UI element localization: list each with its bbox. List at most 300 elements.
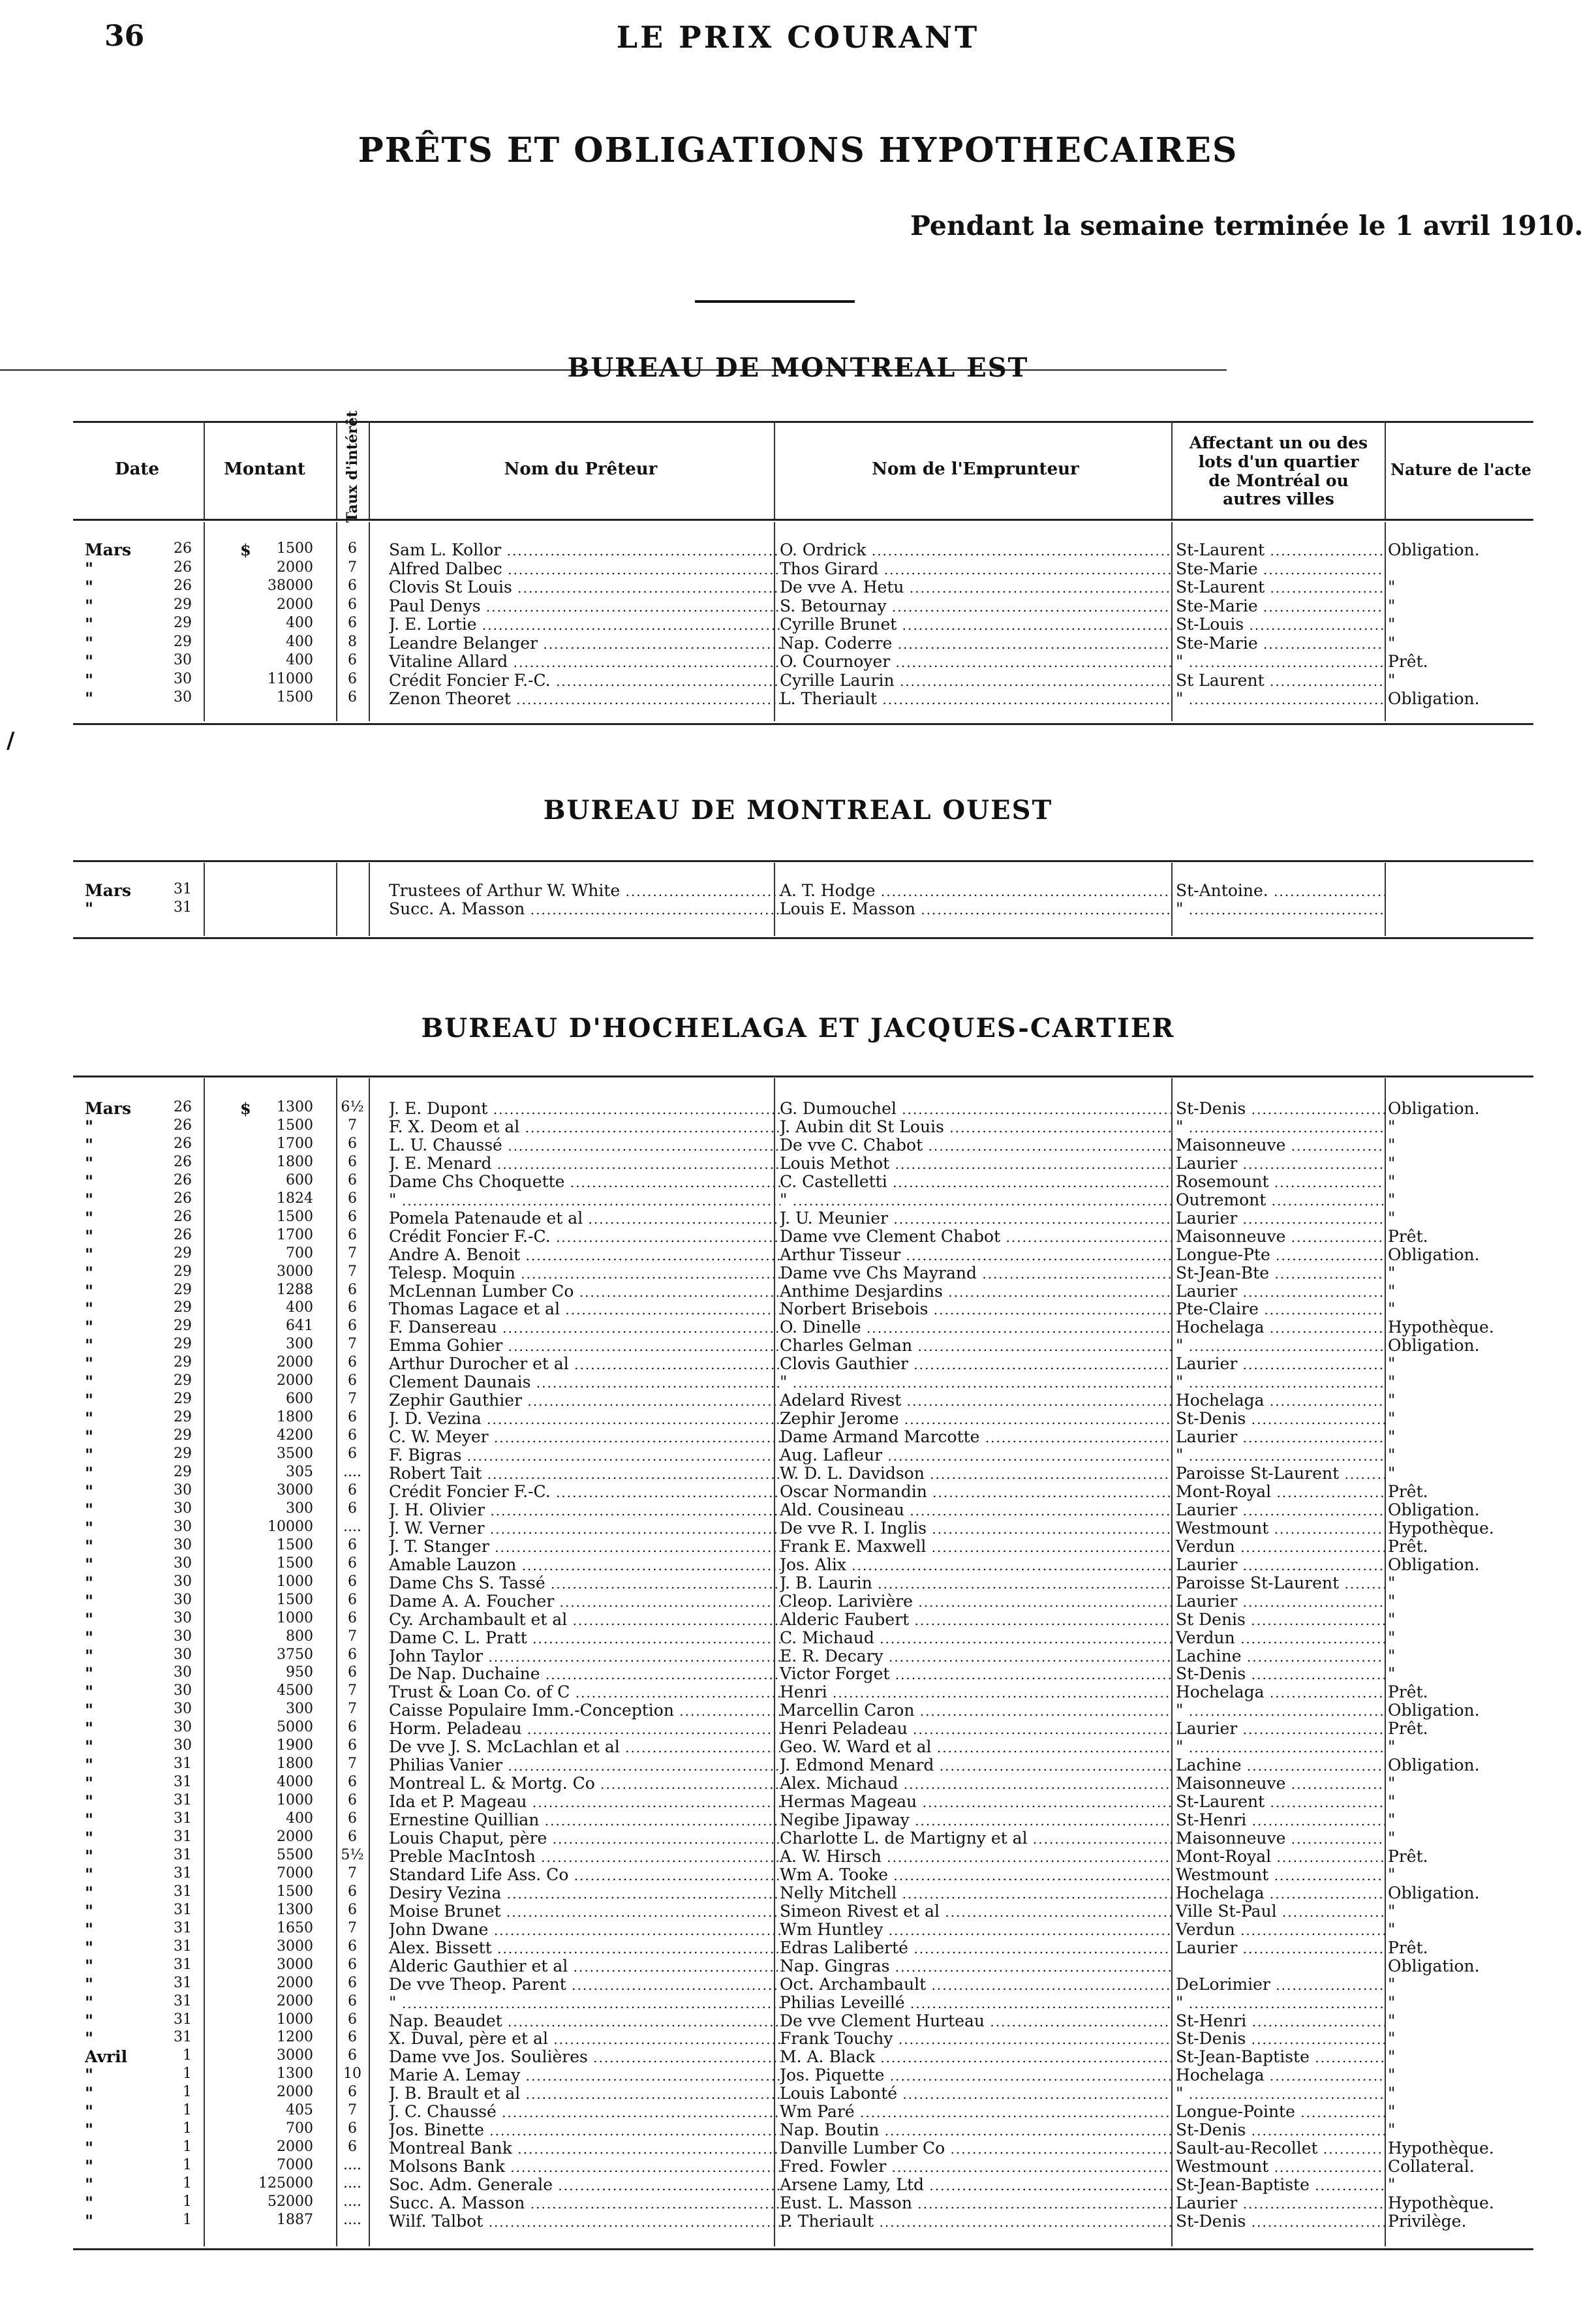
- borrower-name: Zephir Jerome .....: [780, 1409, 1171, 1428]
- lot-location: " .....: [1176, 1446, 1385, 1464]
- borrower-name: Jos. Piquette .....: [780, 2066, 1171, 2084]
- loan-amount: 2000: [277, 596, 313, 613]
- column-divider: [369, 1078, 370, 2246]
- loan-amount: 3500: [277, 1446, 313, 1463]
- lot-location: Hochelaga .....: [1176, 1682, 1385, 1701]
- lot-location: " .....: [1176, 1993, 1385, 2012]
- lender-name: Desiry Vezina .....: [389, 1883, 780, 1902]
- lender-name: " .....: [389, 1190, 780, 1209]
- deed-nature: ": [1388, 2175, 1396, 2195]
- date-day: 26: [174, 1208, 192, 1225]
- deed-nature: ": [1388, 1372, 1396, 1392]
- borrower-name: Clovis Gauthier .....: [780, 1354, 1171, 1373]
- date-month: ": [85, 1135, 94, 1154]
- lender-name: Succ. A. Masson .....: [389, 899, 780, 918]
- interest-rate: 6: [348, 1446, 357, 1463]
- deed-nature: ": [1388, 1464, 1396, 1483]
- loan-amount: 11000: [268, 670, 313, 687]
- table-row: [0, 1318, 1596, 1336]
- week-ending-subtitle: Pendant la semaine terminée le 1 avril 1910.: [910, 210, 1584, 241]
- borrower-name: Dame vve Chs Mayrand .....: [780, 1263, 1171, 1282]
- loan-amount: 3000: [277, 2047, 313, 2064]
- date-month: ": [85, 1992, 94, 2012]
- date-month: ": [85, 2157, 94, 2176]
- date-month: ": [85, 633, 94, 653]
- loan-amount: 2000: [277, 2084, 313, 2101]
- date-month: ": [85, 578, 94, 596]
- date-day: 26: [174, 540, 192, 557]
- interest-rate: 6: [348, 1646, 357, 1663]
- interest-rate: 7: [348, 1391, 357, 1408]
- deed-nature: ": [1388, 2084, 1396, 2103]
- table-row: [0, 2066, 1596, 2084]
- lot-location: Paroisse St-Laurent .....: [1176, 1573, 1385, 1592]
- lot-location: Longue-Pointe .....: [1176, 2102, 1385, 2121]
- date-month: ": [85, 1756, 94, 1775]
- date-day: 1: [183, 2157, 192, 2174]
- interest-rate: 6: [348, 1208, 357, 1225]
- deed-nature: Prêt.: [1388, 1719, 1428, 1739]
- lender-name: McLennan Lumber Co .....: [389, 1282, 780, 1301]
- date-month: ": [85, 1263, 94, 1282]
- borrower-name: Charles Gelman .....: [780, 1336, 1171, 1355]
- deed-nature: ": [1388, 1135, 1396, 1154]
- lender-name: De vve J. S. McLachlan et al .....: [389, 1737, 780, 1756]
- lender-name: Wilf. Talbot .....: [389, 2212, 780, 2231]
- deed-nature: ": [1388, 1299, 1396, 1319]
- loan-amount: 1500: [277, 689, 313, 705]
- date-day: 26: [174, 1226, 192, 1243]
- deed-nature: ": [1388, 2066, 1396, 2085]
- borrower-name: Dame Armand Marcotte .....: [780, 1427, 1171, 1446]
- date-month: ": [85, 1245, 94, 1264]
- date-month: ": [85, 1628, 94, 1647]
- section-end-rule: [73, 2248, 1533, 2250]
- borrower-name: " .....: [780, 1190, 1171, 1209]
- date-day: 29: [174, 615, 192, 631]
- running-title: LE PRIX COURANT: [616, 20, 980, 55]
- table-row: [0, 652, 1596, 671]
- deed-nature: Prêt.: [1388, 1226, 1428, 1246]
- borrower-name: Fred. Fowler .....: [780, 2157, 1171, 2176]
- interest-rate: 6: [348, 1938, 357, 1955]
- lot-location: Westmount .....: [1176, 1865, 1385, 1884]
- date-month: ": [85, 1591, 94, 1611]
- lender-name: Alfred Dalbec .....: [389, 559, 780, 578]
- date-month: ": [85, 1500, 94, 1519]
- borrower-name: O. Cournoyer .....: [780, 652, 1171, 671]
- table-row: [0, 1810, 1596, 1829]
- lot-location: St-Antoine. .....: [1176, 881, 1385, 900]
- lot-location: St-Denis .....: [1176, 2212, 1385, 2231]
- borrower-name: Dame vve Clement Chabot .....: [780, 1227, 1171, 1246]
- date-month: ": [85, 1354, 94, 1374]
- borrower-name: Alderic Faubert .....: [780, 1610, 1171, 1629]
- lender-name: " .....: [389, 1993, 780, 2012]
- date-month: ": [85, 596, 94, 615]
- table-row: [0, 1792, 1596, 1810]
- borrower-name: J. Aubin dit St Louis .....: [780, 1117, 1171, 1136]
- date-day: 30: [174, 1500, 192, 1517]
- lender-name: Clement Daunais .....: [389, 1372, 780, 1391]
- table-row: [0, 1537, 1596, 1555]
- table-row: [0, 1336, 1596, 1354]
- date-day: 30: [174, 1591, 192, 1608]
- loan-amount: 3000: [277, 1263, 313, 1280]
- date-month: ": [85, 2211, 94, 2231]
- lot-location: " .....: [1176, 1737, 1385, 1756]
- lot-location: " .....: [1176, 1117, 1385, 1136]
- loan-amount: 700: [286, 2120, 313, 2137]
- date-month: ": [85, 1919, 94, 1939]
- lot-location: Laurier .....: [1176, 1209, 1385, 1228]
- date-day: 29: [174, 1263, 192, 1280]
- borrower-name: De vve A. Hetu .....: [780, 578, 1171, 596]
- date-month: ": [85, 2011, 94, 2030]
- lender-name: J. W. Verner .....: [389, 1519, 780, 1538]
- deed-nature: Obligation.: [1388, 1956, 1480, 1975]
- table-rule: [73, 1076, 1533, 1077]
- table-row: [0, 881, 1596, 899]
- deed-nature: Obligation.: [1388, 1099, 1480, 1118]
- loan-amount: 1000: [277, 1609, 313, 1626]
- column-divider: [774, 1078, 775, 2246]
- deed-nature: Obligation.: [1388, 1555, 1480, 1574]
- loan-amount: 1200: [277, 2029, 313, 2046]
- date-day: 30: [174, 1609, 192, 1626]
- lot-location: Maisonneuve .....: [1176, 1227, 1385, 1246]
- interest-rate: 7: [348, 1701, 357, 1718]
- borrower-name: G. Dumouchel .....: [780, 1099, 1171, 1118]
- loan-amount: 5000: [277, 1719, 313, 1736]
- date-day: 30: [174, 1481, 192, 1498]
- lot-location: St Denis .....: [1176, 1610, 1385, 1629]
- interest-rate: 6: [348, 1992, 357, 2009]
- loan-amount: 3000: [277, 1938, 313, 1955]
- deed-nature: ": [1388, 1901, 1396, 1921]
- date-day: 29: [174, 596, 192, 613]
- deed-nature: Collateral.: [1388, 2157, 1475, 2176]
- lender-name: Zephir Gauthier .....: [389, 1391, 780, 1410]
- lot-location: " .....: [1176, 1336, 1385, 1355]
- lot-location: Laurier .....: [1176, 1938, 1385, 1957]
- column-divider: [774, 863, 775, 936]
- loan-amount: 1300: [277, 1099, 313, 1115]
- interest-rate: 6: [348, 1591, 357, 1608]
- lender-name: John Taylor .....: [389, 1647, 780, 1665]
- deed-nature: ": [1388, 1446, 1396, 1465]
- date-month: ": [85, 1609, 94, 1629]
- date-day: 29: [174, 1318, 192, 1335]
- date-month: Mars: [85, 881, 132, 900]
- lender-name: J. E. Dupont .....: [389, 1099, 780, 1118]
- date-day: 31: [174, 2011, 192, 2028]
- column-header-borrower: Nom de l'Emprunteur: [872, 459, 1079, 480]
- table-row: [0, 1756, 1596, 1774]
- lender-name: Pomela Patenaude et al .....: [389, 1209, 780, 1228]
- borrower-name: Wm Paré .....: [780, 2102, 1171, 2121]
- date-month: ": [85, 1829, 94, 1848]
- column-header-rate: Taux d'intérêt: [344, 410, 361, 523]
- loan-amount: 1288: [277, 1281, 313, 1298]
- lender-name: C. W. Meyer .....: [389, 1427, 780, 1446]
- date-day: 26: [174, 559, 192, 576]
- interest-rate: 6: [348, 2029, 357, 2046]
- table-row: [0, 578, 1596, 596]
- interest-rate: 6: [348, 1901, 357, 1918]
- lot-location: St-Henri .....: [1176, 1810, 1385, 1829]
- deed-nature: ": [1388, 1153, 1396, 1173]
- borrower-name: Hermas Mageau .....: [780, 1792, 1171, 1811]
- interest-rate: 6: [348, 1481, 357, 1498]
- date-day: 30: [174, 1518, 192, 1535]
- date-month: ": [85, 2193, 94, 2212]
- interest-rate: 6: [348, 1609, 357, 1626]
- loan-amount: 1700: [277, 1226, 313, 1243]
- date-day: 31: [174, 1956, 192, 1973]
- lender-name: Robert Tait .....: [389, 1464, 780, 1483]
- deed-nature: ": [1388, 1208, 1396, 1228]
- loan-amount: 52000: [268, 2193, 313, 2210]
- date-day: 26: [174, 578, 192, 594]
- column-divider: [1171, 522, 1173, 721]
- loan-amount: 4500: [277, 1682, 313, 1699]
- date-month: ": [85, 1117, 94, 1136]
- date-day: 31: [174, 1901, 192, 1918]
- date-month: ": [85, 1774, 94, 1793]
- date-month: ": [85, 1427, 94, 1447]
- borrower-name: Jos. Alix .....: [780, 1555, 1171, 1574]
- table-row: [0, 1682, 1596, 1701]
- date-day: 30: [174, 1555, 192, 1571]
- borrower-name: Philias Leveillé .....: [780, 1993, 1171, 2012]
- date-month: ": [85, 1536, 94, 1556]
- date-day: 1: [183, 2139, 192, 2156]
- table-row: [0, 1701, 1596, 1719]
- borrower-name: Henri Peladeau .....: [780, 1719, 1171, 1738]
- table-row: [0, 559, 1596, 578]
- lot-location: Hochelaga .....: [1176, 1883, 1385, 1902]
- date-day: 30: [174, 670, 192, 687]
- borrower-name: E. R. Decary .....: [780, 1647, 1171, 1665]
- table-row: [0, 2047, 1596, 2066]
- deed-nature: ": [1388, 1171, 1396, 1191]
- borrower-name: M. A. Black .....: [780, 2047, 1171, 2066]
- lot-location: St-Denis .....: [1176, 1664, 1385, 1683]
- borrower-name: Louis Methot .....: [780, 1154, 1171, 1173]
- column-header-lots-line: autres villes: [1223, 489, 1334, 509]
- borrower-name: Oct. Archambault .....: [780, 1975, 1171, 1994]
- date-day: 30: [174, 689, 192, 705]
- lot-location: St Laurent .....: [1176, 671, 1385, 690]
- lot-location: Verdun .....: [1176, 1537, 1385, 1556]
- date-month: ": [85, 1391, 94, 1410]
- deed-nature: ": [1388, 1974, 1396, 1994]
- lot-location: Maisonneuve .....: [1176, 1774, 1385, 1793]
- column-header-lots-line: Affectant un ou des: [1189, 433, 1368, 452]
- interest-rate: 6: [348, 615, 357, 631]
- table-row: [0, 1737, 1596, 1756]
- table-row: [0, 2193, 1596, 2212]
- table-row: [0, 1920, 1596, 1938]
- lender-name: Louis Chaput, père .....: [389, 1829, 780, 1848]
- borrower-name: Nap. Gingras .....: [780, 1957, 1171, 1975]
- lot-location: " .....: [1176, 2084, 1385, 2103]
- column-divider: [336, 863, 337, 936]
- deed-nature: Hypothèque.: [1388, 1318, 1494, 1337]
- table-row: [0, 1263, 1596, 1282]
- deed-nature: ": [1388, 596, 1396, 615]
- lot-location: Laurier .....: [1176, 1719, 1385, 1738]
- lot-location: Ste-Marie .....: [1176, 634, 1385, 653]
- column-divider: [204, 421, 205, 519]
- loan-amount: 38000: [268, 578, 313, 594]
- date-day: 31: [174, 1938, 192, 1955]
- lender-name: Soc. Adm. Generale .....: [389, 2175, 780, 2194]
- column-divider: [204, 522, 205, 721]
- borrower-name: J. U. Meunier .....: [780, 1209, 1171, 1228]
- interest-rate: ....: [343, 2193, 361, 2210]
- loan-amount: 600: [286, 1171, 313, 1188]
- loan-amount: 1000: [277, 1573, 313, 1590]
- interest-rate: 6: [348, 689, 357, 705]
- table-row: [0, 1154, 1596, 1172]
- borrower-name: De vve R. I. Inglis .....: [780, 1519, 1171, 1538]
- date-month: ": [85, 1208, 94, 1228]
- table-row: [0, 1664, 1596, 1682]
- date-day: 29: [174, 1336, 192, 1353]
- deed-nature: ": [1388, 1427, 1396, 1447]
- lender-name: Marie A. Lemay .....: [389, 2066, 780, 2084]
- lot-location: Westmount .....: [1176, 2157, 1385, 2176]
- borrower-name: Eust. L. Masson .....: [780, 2193, 1171, 2212]
- lot-location: Maisonneuve .....: [1176, 1829, 1385, 1848]
- lender-name: Alex. Bissett .....: [389, 1938, 780, 1957]
- date-day: 29: [174, 1464, 192, 1480]
- loan-amount: 641: [286, 1318, 313, 1335]
- table-rule: [73, 860, 1533, 862]
- date-month: ": [85, 2029, 94, 2049]
- table-row: [0, 1427, 1596, 1446]
- deed-nature: Obligation.: [1388, 1701, 1480, 1720]
- deed-nature: Prêt.: [1388, 1682, 1428, 1702]
- borrower-name: Geo. W. Ward et al .....: [780, 1737, 1171, 1756]
- interest-rate: 7: [348, 1865, 357, 1881]
- deed-nature: ": [1388, 1919, 1396, 1939]
- lender-name: J. D. Vezina .....: [389, 1409, 780, 1428]
- deed-nature: ": [1388, 1737, 1396, 1757]
- borrower-name: Norbert Brisebois .....: [780, 1299, 1171, 1318]
- lender-name: F. Dansereau .....: [389, 1318, 780, 1337]
- borrower-name: S. Betournay .....: [780, 596, 1171, 615]
- interest-rate: 7: [348, 1245, 357, 1262]
- lender-name: Zenon Theoret .....: [389, 689, 780, 708]
- table-row: [0, 1957, 1596, 1975]
- date-month: ": [85, 1190, 94, 1209]
- deed-nature: ": [1388, 1628, 1396, 1647]
- date-day: 30: [174, 1664, 192, 1681]
- interest-rate: 6: [348, 1792, 357, 1809]
- table-rule: [73, 519, 1533, 521]
- column-divider: [369, 863, 370, 936]
- interest-rate: 7: [348, 1117, 357, 1134]
- column-divider: [1385, 863, 1386, 936]
- interest-rate: 7: [348, 1756, 357, 1772]
- date-month: ": [85, 1737, 94, 1757]
- loan-amount: 600: [286, 1391, 313, 1408]
- deed-nature: ": [1388, 1190, 1396, 1209]
- date-day: 31: [174, 1810, 192, 1827]
- borrower-name: Victor Forget .....: [780, 1664, 1171, 1683]
- date-day: 29: [174, 1281, 192, 1298]
- date-day: 31: [174, 1865, 192, 1881]
- column-divider: [204, 863, 205, 936]
- table-row: [0, 671, 1596, 690]
- borrower-name: Louis Labonté .....: [780, 2084, 1171, 2103]
- loan-amount: 2000: [277, 559, 313, 576]
- column-divider: [1171, 421, 1173, 519]
- borrower-name: Cyrille Brunet .....: [780, 615, 1171, 634]
- deed-nature: ": [1388, 1992, 1396, 2012]
- borrower-name: J. B. Laurin .....: [780, 1573, 1171, 1592]
- date-month: ": [85, 1719, 94, 1739]
- borrower-name: A. T. Hodge .....: [780, 881, 1171, 900]
- lender-name: Crédit Foncier F.-C. .....: [389, 1227, 780, 1246]
- borrower-name: Marcellin Caron .....: [780, 1701, 1171, 1720]
- lender-name: Ida et P. Mageau .....: [389, 1792, 780, 1811]
- interest-rate: 7: [348, 1682, 357, 1699]
- title-divider: [695, 300, 855, 303]
- lender-name: Emma Gohier .....: [389, 1336, 780, 1355]
- deed-nature: ": [1388, 1409, 1396, 1429]
- deed-nature: Prêt.: [1388, 1846, 1428, 1866]
- column-header-lender: Nom du Prêteur: [504, 459, 658, 480]
- loan-amount: 400: [286, 615, 313, 631]
- deed-nature: Obligation.: [1388, 1883, 1480, 1902]
- date-month: ": [85, 1226, 94, 1246]
- lender-name: F. X. Deom et al .....: [389, 1117, 780, 1136]
- date-month: ": [85, 1446, 94, 1465]
- loan-amount: 1650: [277, 1919, 313, 1936]
- borrower-name: L. Theriault .....: [780, 689, 1171, 708]
- borrower-name: Frank E. Maxwell .....: [780, 1537, 1171, 1556]
- borrower-name: Wm A. Tooke .....: [780, 1865, 1171, 1884]
- lot-location: Verdun .....: [1176, 1628, 1385, 1647]
- lot-location: Ste-Marie .....: [1176, 559, 1385, 578]
- lot-location: Outremont .....: [1176, 1190, 1385, 1209]
- table-row: [0, 1719, 1596, 1737]
- interest-rate: 6: [348, 1829, 357, 1845]
- table-row: [0, 540, 1596, 559]
- loan-amount: 1500: [277, 1591, 313, 1608]
- table-row: [0, 1628, 1596, 1647]
- lender-name: Succ. A. Masson .....: [389, 2193, 780, 2212]
- table-row: [0, 1227, 1596, 1245]
- table-row: [0, 1482, 1596, 1500]
- borrower-name: Simeon Rivest et al .....: [780, 1902, 1171, 1921]
- loan-amount: 1300: [277, 1901, 313, 1918]
- loan-amount: 405: [286, 2102, 313, 2119]
- lot-location: Maisonneuve .....: [1176, 1136, 1385, 1154]
- lot-location: " .....: [1176, 1701, 1385, 1720]
- table-row: [0, 899, 1596, 918]
- column-header-nature: Nature de l'acte: [1390, 460, 1531, 480]
- lender-name: De Nap. Duchaine .....: [389, 1664, 780, 1683]
- table-row: [0, 1409, 1596, 1427]
- interest-rate: 6: [348, 1956, 357, 1973]
- interest-rate: 6: [348, 1774, 357, 1791]
- date-day: 30: [174, 1536, 192, 1553]
